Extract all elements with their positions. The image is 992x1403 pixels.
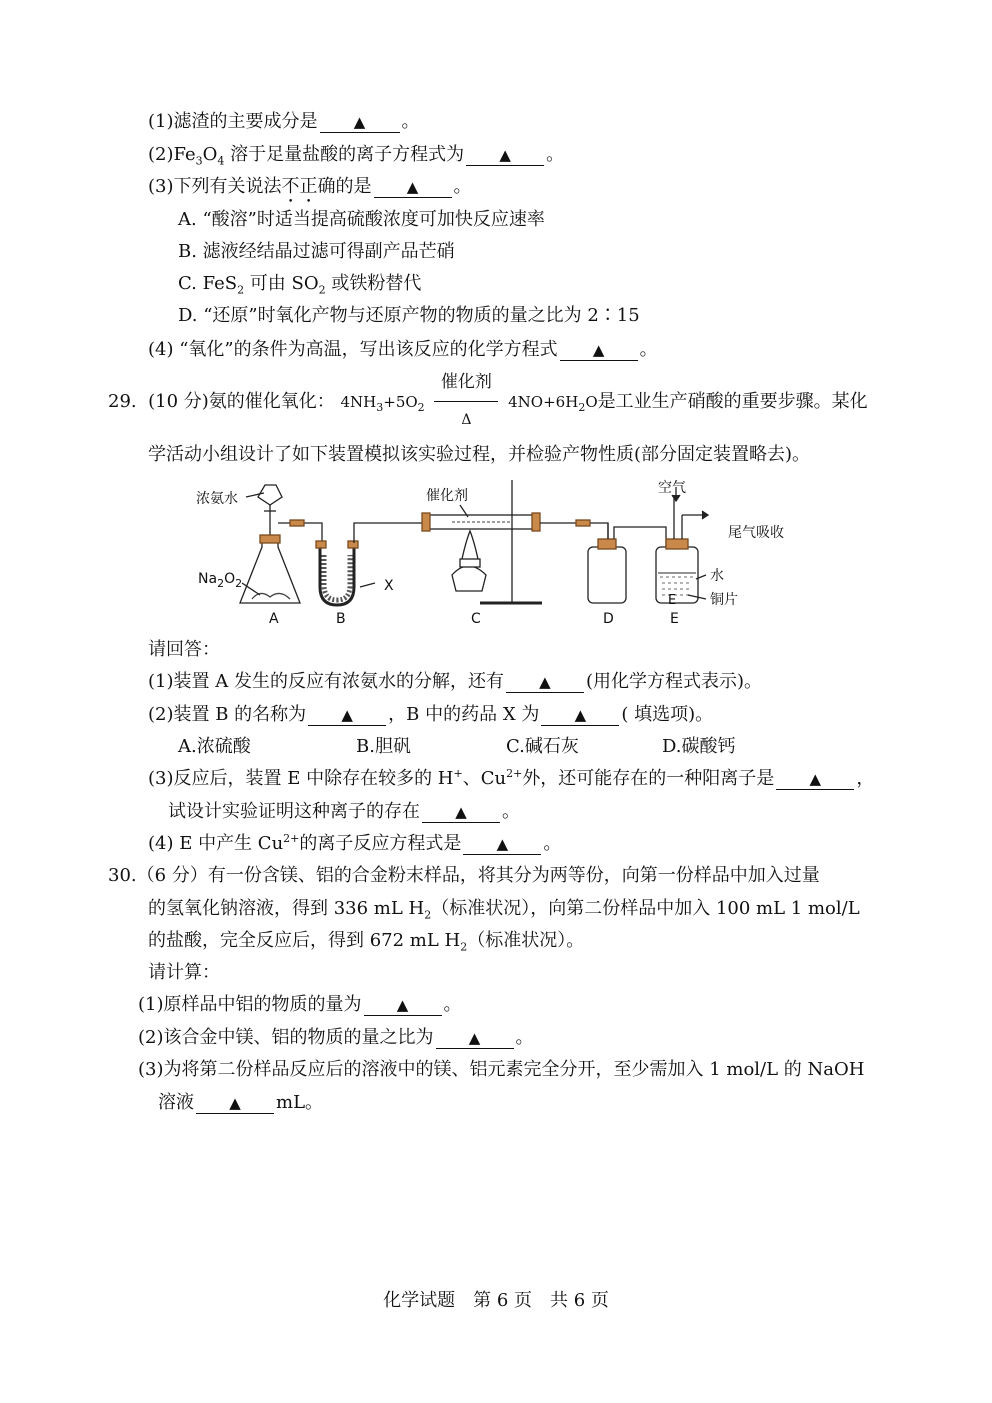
answer-blank[interactable]: ▲ bbox=[196, 1093, 274, 1114]
q30-stem-line1: 30.（6 分）有一份含镁、铝的合金粉末样品，将其分为两等份，向第一份样品中加入过量 bbox=[108, 865, 820, 886]
q29-option-b: B.胆矾 bbox=[356, 736, 411, 757]
label-d: D bbox=[603, 611, 614, 627]
answer-blank[interactable]: ▲ bbox=[560, 340, 638, 361]
equation-right: $4NO+6H_2O$ bbox=[508, 393, 598, 414]
q28-item-3: (3)下列有关说法不正确的是 ▲ 。 bbox=[148, 176, 472, 197]
q28-option-b: B. 滤液经结晶过滤可得副产品芒硝 bbox=[178, 241, 455, 262]
answer-blank[interactable]: ▲ bbox=[374, 177, 452, 198]
q28-option-d: D. “还原”时氧化产物与还原产物的物质的量之比为 2∶15 bbox=[178, 305, 640, 326]
label-air: 空气 bbox=[658, 480, 686, 496]
q29-item-4: (4) E 中产生 $Cu^{2+}$的离子反应方程式是 ▲ 。 bbox=[148, 832, 562, 854]
label-x: X bbox=[384, 578, 394, 594]
q30-item-2: (2)该合金中镁、铝的物质的量之比为 ▲ 。 bbox=[138, 1027, 534, 1048]
q30-stem-line2: 的氢氧化钠溶液，得到 336 mL $H_2$（标准状况），向第二份样品中加入 100 mL 1 mol/L bbox=[148, 898, 860, 922]
label-catalyst: 催化剂 bbox=[426, 488, 468, 504]
q30-item-1: (1)原样品中铝的物质的量为 ▲ 。 bbox=[138, 994, 462, 1015]
q29-item-2: (2)装置 B 的名称为 ▲ ，B 中的药品 X 为 ▲ ( 填选项)。 bbox=[148, 704, 714, 725]
q29-option-a: A.浓硫酸 bbox=[178, 736, 251, 757]
q29-stem-line1: 29. (10 分)氨的催化氧化： $4NH_3+5O_2$ $\frac{\text{催化剂}}{\Delta}$ $4NO+6H_2O$是工业生产硝酸的重要步骤。某化 bbox=[108, 372, 868, 428]
q28-item-4: (4) “氧化”的条件为高温，写出该反应的化学方程式 ▲ 。 bbox=[148, 339, 658, 360]
label-e-inner: E bbox=[668, 593, 677, 608]
q29-please-answer: 请回答： bbox=[148, 639, 220, 660]
label-c: C bbox=[471, 611, 481, 627]
answer-blank[interactable]: ▲ bbox=[436, 1028, 514, 1049]
label-na2o2: $Na_2O_2$ bbox=[198, 571, 243, 590]
q28-item-1: (1)滤渣的主要成分是 ▲ 。 bbox=[148, 111, 420, 132]
equation-left: $4NH_3+5O_2$ bbox=[340, 393, 425, 414]
q29-item-3-line2: 试设计实验证明这种离子的存在 ▲ 。 bbox=[168, 801, 520, 822]
q30-please-calc: 请计算： bbox=[148, 962, 220, 983]
answer-blank[interactable]: ▲ bbox=[422, 802, 500, 823]
reaction-arrow: $\frac{\text{催化剂}}{\Delta}$ bbox=[434, 390, 498, 414]
label-concentrated-ammonia: 浓氨水 bbox=[196, 491, 238, 507]
answer-blank[interactable]: ▲ bbox=[463, 834, 541, 855]
q29-stem-line2: 学活动小组设计了如下装置模拟该实验过程，并检验产物性质(部分固定装置略去)。 bbox=[148, 444, 811, 465]
q30-item-3-line2: 溶液 ▲ mL。 bbox=[158, 1092, 324, 1113]
q28-option-a: A. “酸溶”时适当提高硫酸浓度可加快反应速率 bbox=[178, 209, 545, 230]
q29-item-1: (1)装置 A 发生的反应有浓氨水的分解，还有 ▲ (用化学方程式表示)。 bbox=[148, 671, 762, 692]
q28-option-c: C. FeS$_2$ 可由 $SO_2$ 或铁粉替代 bbox=[178, 273, 422, 297]
label-e: E bbox=[670, 611, 679, 627]
answer-blank[interactable]: ▲ bbox=[541, 705, 619, 726]
answer-blank[interactable]: ▲ bbox=[320, 112, 400, 133]
answer-blank[interactable]: ▲ bbox=[776, 769, 854, 790]
q29-item-3: (3)反应后，装置 E 中除存在较多的 H+、$Cu^{2+}$外，还可能存在的一种阳离子是 ▲ ， bbox=[148, 767, 875, 789]
q30-item-3: (3)为将第二份样品反应后的溶液中的镁、铝元素完全分开，至少需加入 1 mol/L 的 NaOH bbox=[138, 1059, 865, 1080]
q30-stem-line3: 的盐酸，完全反应后，得到 672 mL $H_2$（标准状况）。 bbox=[148, 930, 585, 954]
q29-option-c: C.碱石灰 bbox=[506, 736, 579, 757]
label-copper: 铜片 bbox=[710, 592, 738, 608]
q29-option-d: D.碳酸钙 bbox=[662, 736, 736, 757]
label-a: A bbox=[269, 611, 279, 627]
label-water: 水 bbox=[710, 568, 724, 584]
q28-item-2: $(2)Fe_3O_4$ 溶于足量盐酸的离子方程式为 ▲ 。 bbox=[148, 144, 565, 168]
answer-blank[interactable]: ▲ bbox=[308, 705, 386, 726]
answer-blank[interactable]: ▲ bbox=[466, 145, 544, 166]
label-tail-gas: 尾气吸收 bbox=[728, 525, 784, 541]
answer-blank[interactable]: ▲ bbox=[364, 995, 442, 1016]
answer-blank[interactable]: ▲ bbox=[506, 672, 584, 693]
apparatus-diagram bbox=[190, 475, 810, 630]
page-footer: 化学试题 第 6 页 共 6 页 bbox=[383, 1290, 609, 1311]
label-b: B bbox=[336, 611, 346, 627]
